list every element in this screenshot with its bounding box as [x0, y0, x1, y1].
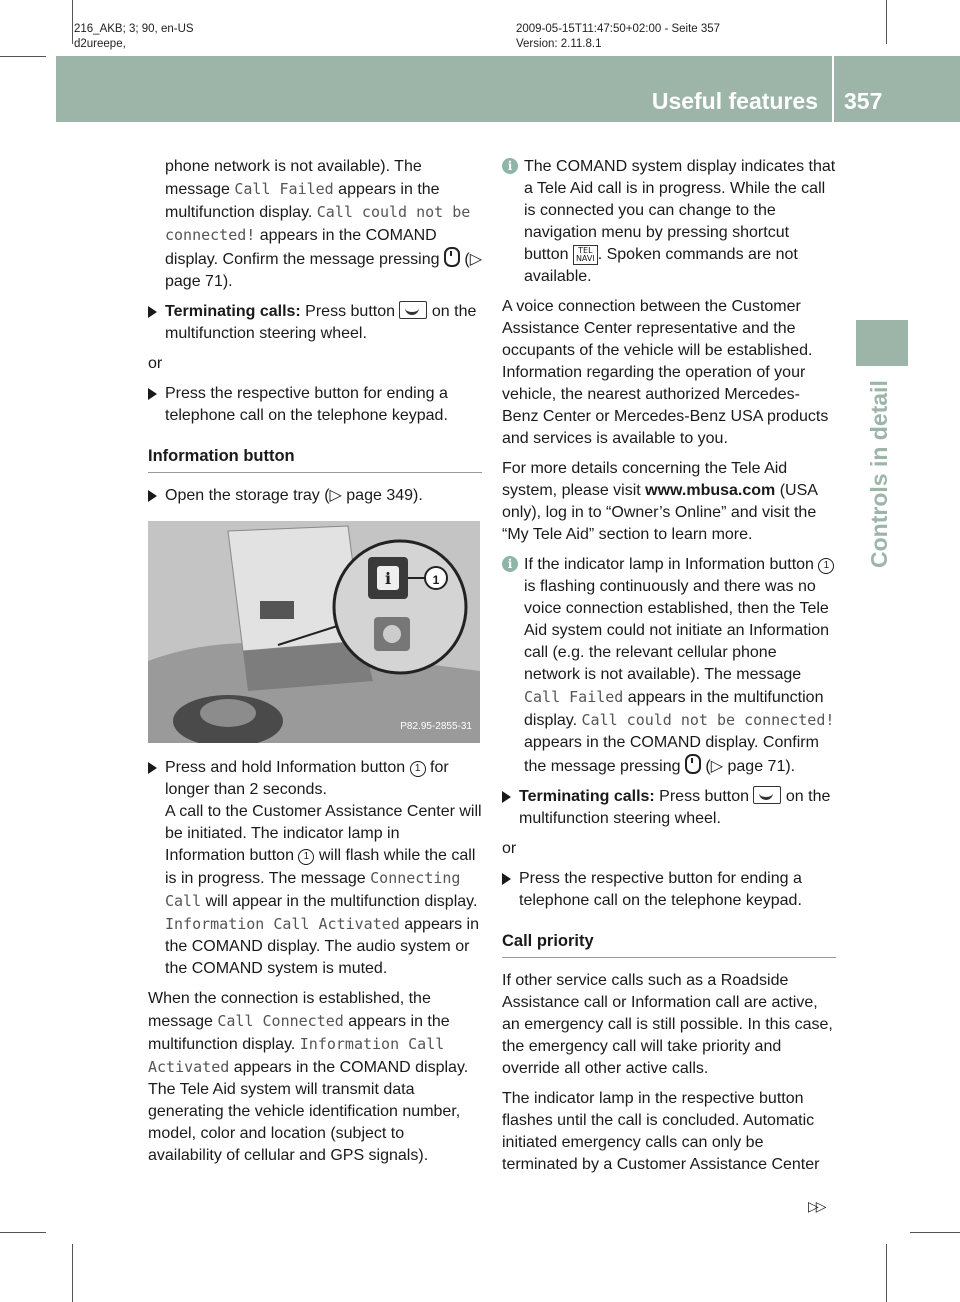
info-note-indicator-lamp [502, 554, 836, 778]
end-call-icon [399, 301, 427, 319]
text: . Spoken commands are not available. [524, 246, 798, 285]
callout-number: 1 [432, 573, 440, 587]
priority-paragraph: The indicator lamp in the respective button flashes until the call is concluded. Automatic initiated emergency calls can only be terminated by a Customer Assistance Center [502, 1090, 820, 1173]
or-text: or [502, 840, 517, 857]
controller-knob-icon [444, 247, 460, 267]
crop-mark [910, 1232, 960, 1233]
display-message: Connecting Call [165, 869, 461, 910]
text: will appear in the multifunction display. [201, 893, 478, 910]
crop-mark [886, 1244, 887, 1302]
step-arrow-icon [502, 873, 511, 885]
text: on the multifunction steering wheel. [519, 788, 831, 827]
info-icon: i [502, 556, 518, 572]
right-column [502, 156, 836, 1184]
step-arrow-icon [502, 791, 511, 803]
side-tab-label: Controls in detail [866, 380, 892, 568]
text: The COMAND system display indicates that a Tele Aid call is in progress. While the call is connected you can change to the navigation menu by pressing shortcut button [524, 158, 836, 263]
print-meta-right [516, 22, 720, 52]
text: appears in the COMAND display. The Tele Aid system will transmit data generating the vehicle identification number, model, color and location (subject to availability of cellular and GPS signals). [148, 1059, 469, 1164]
end-call-icon [753, 786, 781, 804]
website-link[interactable]: www.mbusa.com [645, 482, 776, 499]
info-icon: i [502, 158, 518, 174]
crop-mark [0, 1232, 46, 1233]
step-arrow-icon [148, 762, 157, 774]
text: Press and hold Information button [165, 759, 410, 776]
side-tab-marker [856, 320, 908, 366]
step-arrow-icon [148, 490, 157, 502]
info-note-display [502, 156, 836, 288]
display-message: Call Failed [234, 180, 334, 198]
text: When the connection is established, the message [148, 990, 431, 1030]
header-band [56, 56, 960, 122]
icon-text: NAVI [575, 254, 595, 263]
display-message: Information Call Activated [148, 1035, 445, 1076]
callout-number-icon: 1 [298, 849, 314, 865]
storage-tray-photo [148, 521, 480, 743]
tel-navi-button-icon [573, 245, 598, 265]
step-terminating-calls [502, 786, 836, 830]
section-heading-information-button: Information button [148, 445, 482, 473]
text: appears in the COMAND display. Confirm the message pressing [165, 227, 444, 268]
text: will flash while the call is in progress. The message [165, 847, 476, 887]
text: (▷ page 71). [700, 758, 796, 775]
text: Press the respective button for ending a telephone call on the telephone keypad. [165, 385, 448, 424]
callout-number-icon: 1 [818, 558, 834, 574]
step-open-tray [148, 485, 482, 507]
svg-text:i: i [384, 569, 392, 588]
storage-tray-illustration [148, 521, 480, 743]
text: appears in the COMAND display. The audio system or the COMAND system is muted. [165, 916, 479, 977]
text: phone network is not available). The message [165, 158, 422, 198]
step-label: Terminating calls: [165, 303, 301, 320]
callout-number-icon: 1 [410, 761, 426, 777]
text: (▷ page 71). [165, 251, 483, 290]
controller-knob-icon [685, 754, 701, 774]
step-press-respective [502, 868, 836, 912]
display-message: Information Call Activated [165, 915, 400, 933]
or-text: or [148, 355, 163, 372]
display-message: Call could not be connected! [165, 203, 471, 244]
text: For more details concerning the Tele Aid system, please visit [502, 460, 788, 499]
crop-mark [0, 56, 46, 57]
text: appears in the multifunction display. [524, 689, 824, 729]
connection-established-paragraph [148, 988, 482, 1167]
icon-text: TEL [578, 246, 593, 255]
continue-arrow-icon: ▷▷ [808, 1198, 824, 1214]
print-meta-line: d2ureepe, [74, 38, 126, 50]
display-message: Call Connected [217, 1012, 344, 1030]
text: appears in the multifunction display. [165, 181, 440, 221]
text: Open the storage tray (▷ page 349). [165, 487, 423, 504]
print-meta-line: Version: 2.11.8.1 [516, 38, 602, 50]
display-message: Call Failed [524, 688, 624, 706]
header-divider [832, 56, 834, 122]
text: appears in the multifunction display. [148, 1013, 450, 1053]
crop-mark [886, 0, 887, 44]
text: Press button [654, 788, 754, 805]
text: A call to the Customer Assistance Center will be initiated. The indicator lamp in Information button [165, 803, 482, 864]
text: on the multifunction steering wheel. [165, 303, 477, 342]
step-press-hold [148, 757, 482, 980]
photo-code: P82.95-2855-31 [400, 721, 472, 732]
text: appears in the COMAND display. Confirm the message pressing [524, 734, 819, 775]
text: is flashing continuously and there was no voice connection established, then the Tele Aid system could not initiate an Information call (e.g. the relevant cellular phone network is not available). The message [524, 578, 830, 683]
print-meta-line: 216_AKB; 3; 90, en-US [74, 23, 194, 35]
voice-connection-paragraph: A voice connection between the Customer Assistance Center representative and the occupants of the vehicle will be established. Information regarding the operation of your vehicle, the nearest authorized Mercedes-Benz Center or Mercedes-Benz USA products and services is available to you. [502, 298, 829, 447]
crop-mark [72, 0, 73, 44]
priority-paragraph: If other service calls such as a Roadside Assistance call or Information call are active, an emergency call is still possible. In this case, the emergency call will take priority and override all other active calls. [502, 972, 833, 1077]
text: If the indicator lamp in Information button [524, 556, 819, 573]
step-press-respective [148, 383, 482, 427]
text: Press the respective button for ending a telephone call on the telephone keypad. [519, 870, 802, 909]
text: Press button [300, 303, 400, 320]
crop-mark [72, 1244, 73, 1302]
left-column [148, 156, 482, 1175]
display-message: Call could not be connected! [581, 711, 835, 729]
more-details-paragraph [502, 458, 836, 546]
page-number: 357 [844, 88, 883, 114]
print-meta-left [74, 22, 194, 52]
step-label: Terminating calls: [519, 788, 655, 805]
text: (USA only), log in to “Owner’s Online” and visit the “My Tele Aid” section to learn more. [502, 482, 818, 543]
step-arrow-icon [148, 388, 157, 400]
print-meta-line: 2009-05-15T11:47:50+02:00 - Seite 357 [516, 23, 721, 35]
text: for longer than 2 seconds. [165, 759, 449, 798]
page-title: Useful features [651, 88, 818, 114]
continued-paragraph [148, 156, 482, 293]
section-heading-call-priority: Call priority [502, 930, 836, 958]
step-terminating-calls [148, 301, 482, 345]
step-arrow-icon [148, 306, 157, 318]
